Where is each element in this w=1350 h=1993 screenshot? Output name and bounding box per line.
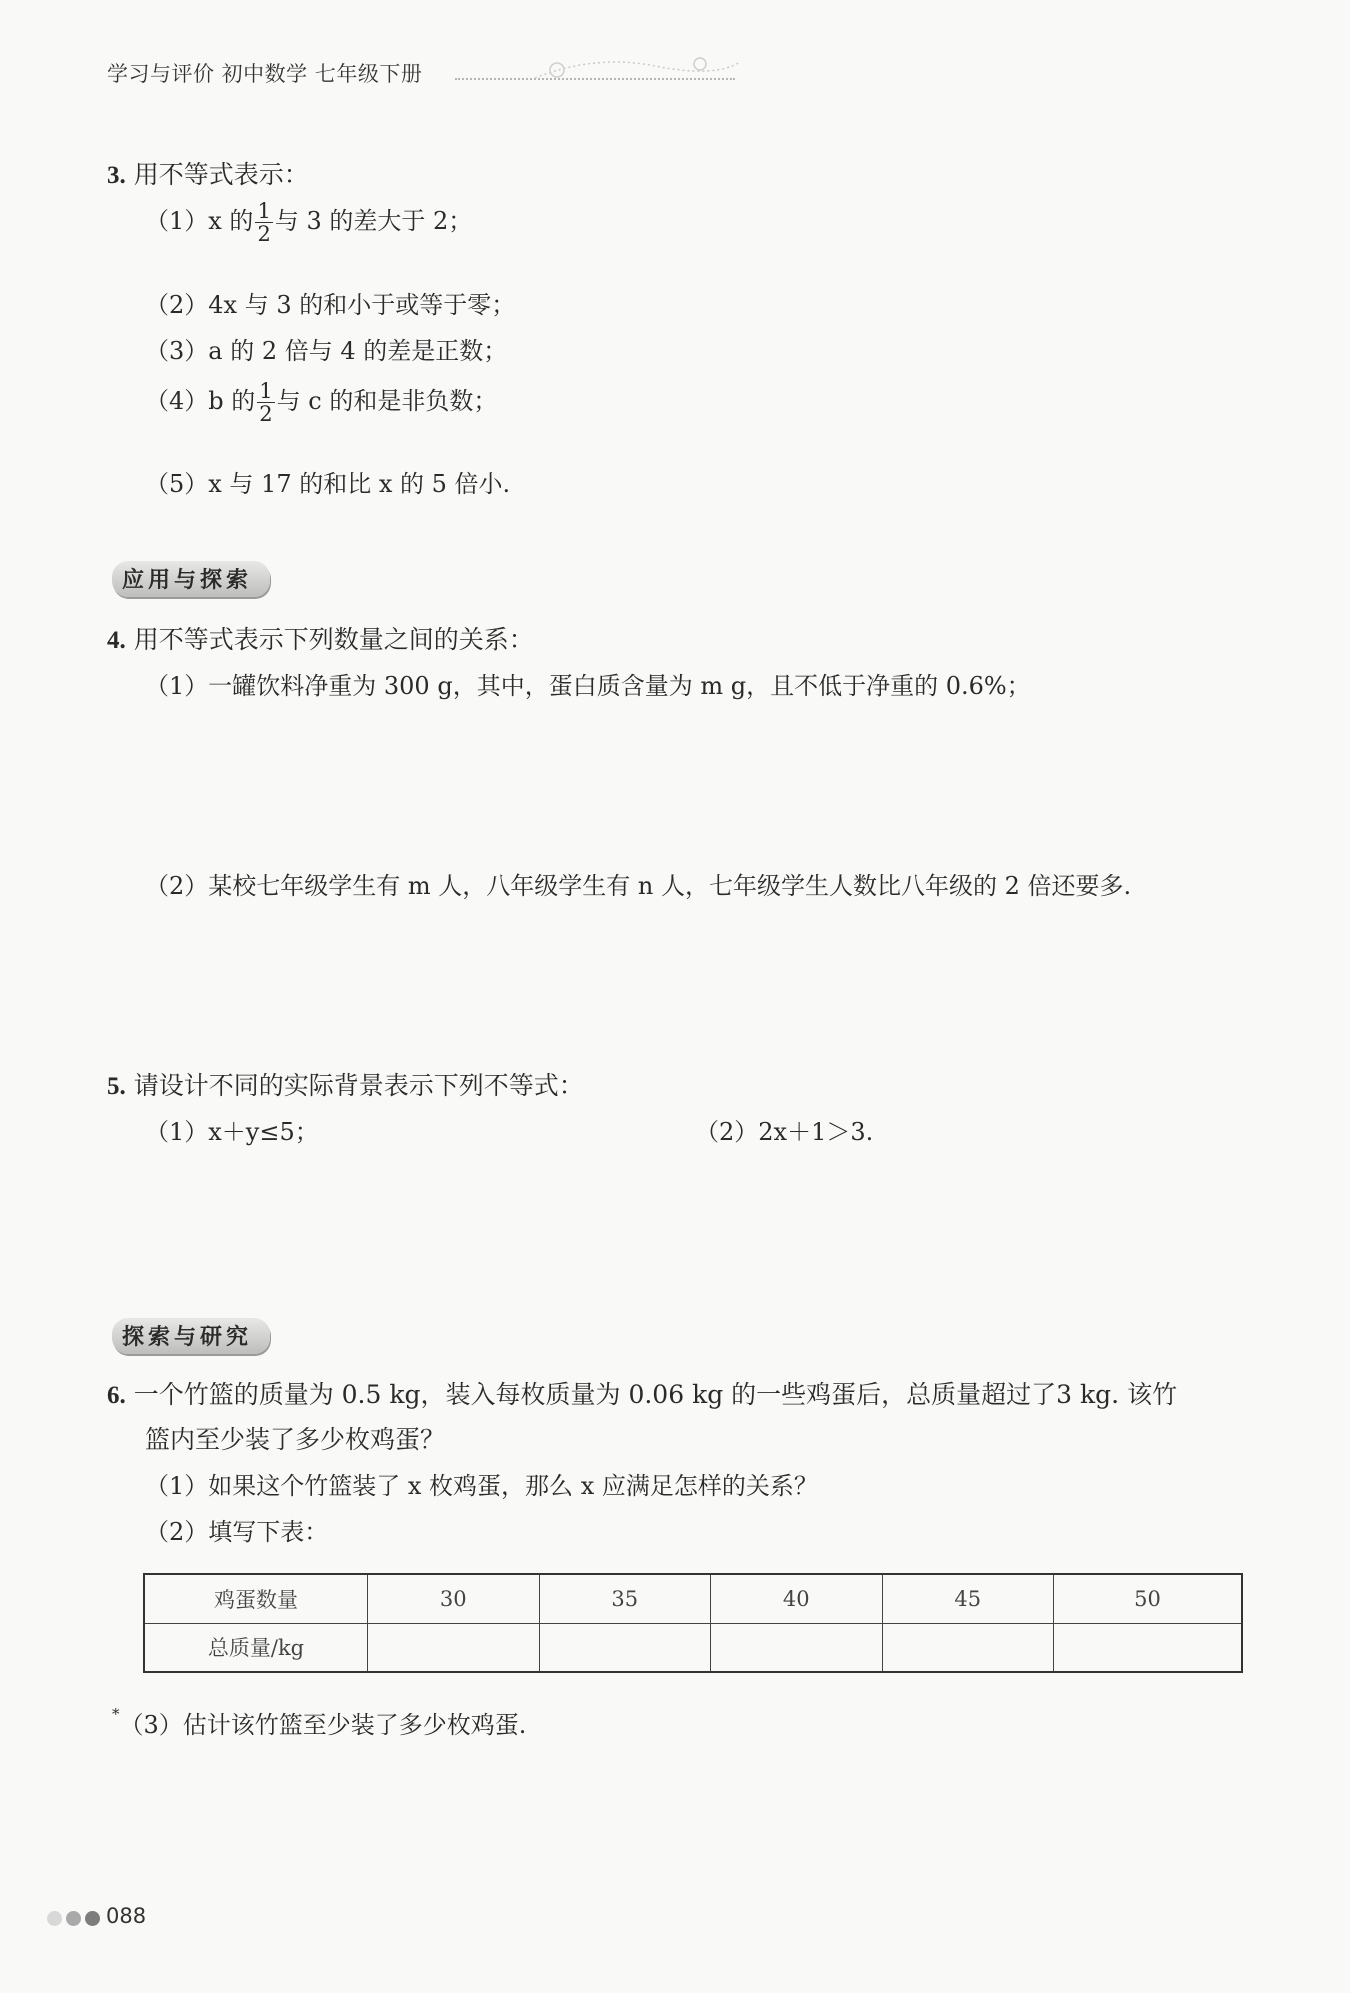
- question-5: [107, 1066, 584, 1102]
- q6-item-3: [112, 1705, 526, 1740]
- table-header-total-mass: 总质量/kg: [144, 1623, 368, 1672]
- table-cell-blank: [882, 1623, 1054, 1672]
- q3-item-1-pre: （1）x 的: [145, 207, 254, 236]
- header-ornament: [535, 52, 745, 88]
- q3-item-4-pre: （4）b 的: [145, 387, 256, 416]
- q6-item-1: （1）如果这个竹篮装了 x 枚鸡蛋，那么 x 应满足怎样的关系？: [145, 1472, 818, 1500]
- question-3-number: 3.: [107, 162, 126, 189]
- table-cell-blank: [1054, 1623, 1243, 1672]
- q5-item-2: （2）2x＋1＞3.: [695, 1118, 874, 1146]
- question-5-number: 5.: [107, 1073, 126, 1100]
- table-cell-blank: [539, 1623, 711, 1672]
- q4-item-2: （2）某校七年级学生有 m 人，八年级学生有 n 人，七年级学生人数比八年级的 2 倍还要多.: [145, 872, 1132, 900]
- table-row: [144, 1623, 1242, 1672]
- footer-dot-icon: [66, 1911, 81, 1926]
- fraction-half: [257, 380, 274, 425]
- table-cell-count: 40: [711, 1574, 883, 1623]
- question-3-stem: 用不等式表示：: [133, 160, 309, 189]
- question-4-number: 4.: [107, 627, 126, 654]
- table-cell-count: 35: [539, 1574, 711, 1623]
- table-cell-count: 30: [368, 1574, 540, 1623]
- question-5-stem: 请设计不同的实际背景表示下列不等式：: [133, 1071, 584, 1100]
- table-row: [144, 1574, 1242, 1623]
- section-label-explore-research: 探索与研究: [112, 1318, 270, 1354]
- q3-item-4: [145, 380, 497, 425]
- q6-item-2: （2）填写下表：: [145, 1518, 329, 1546]
- q3-item-3: （3）a 的 2 倍与 4 的差是正数；: [145, 337, 508, 365]
- question-4-stem: 用不等式表示下列数量之间的关系：: [133, 625, 534, 654]
- q6-item-3-text: （3）估计该竹篮至少装了多少枚鸡蛋.: [119, 1711, 527, 1739]
- question-4: [107, 620, 534, 656]
- q3-item-2: （2）4x 与 3 的和小于或等于零；: [145, 291, 516, 319]
- fraction-denominator: 2: [259, 402, 273, 427]
- question-6-number: 6.: [107, 1382, 126, 1409]
- fraction-numerator: 1: [259, 379, 273, 403]
- q3-item-1-post: 与 3 的差大于 2；: [274, 207, 473, 236]
- question-3: [107, 155, 309, 191]
- q3-item-4-post: 与 c 的和是非负数；: [276, 387, 498, 416]
- section-label-apply-explore: 应用与探索: [112, 561, 270, 597]
- question-6-line-1: 一个竹篮的质量为 0.5 kg，装入每枚质量为 0.06 kg 的一些鸡蛋后，总质量超过了3 kg. 该竹: [133, 1380, 1178, 1409]
- fraction-numerator: 1: [257, 199, 271, 223]
- q3-item-1: [145, 200, 472, 245]
- q5-item-1: （1）x＋y≤5；: [145, 1118, 319, 1146]
- footer-dot-icon: [85, 1911, 100, 1926]
- fraction-denominator: 2: [257, 222, 271, 247]
- q4-item-1: （1）一罐饮料净重为 300 g，其中，蛋白质含量为 m g，且不低于净重的 0.6%；: [145, 672, 1031, 700]
- table-header-egg-count: 鸡蛋数量: [144, 1574, 368, 1623]
- fraction-half: [255, 200, 272, 245]
- page-number: 088: [106, 1904, 147, 1928]
- question-6: [107, 1375, 1177, 1411]
- q3-item-5: （5）x 与 17 的和比 x 的 5 倍小.: [145, 470, 511, 498]
- running-header: 学习与评价 初中数学 七年级下册: [107, 62, 423, 86]
- optional-star: *: [112, 1705, 120, 1723]
- egg-mass-table: [143, 1573, 1243, 1673]
- table-cell-blank: [368, 1623, 540, 1672]
- table-cell-blank: [711, 1623, 883, 1672]
- table-cell-count: 45: [882, 1574, 1054, 1623]
- table-cell-count: 50: [1054, 1574, 1243, 1623]
- footer-dot-icon: [47, 1911, 62, 1926]
- question-6-line-2: 篮内至少装了多少枚鸡蛋？: [145, 1425, 446, 1454]
